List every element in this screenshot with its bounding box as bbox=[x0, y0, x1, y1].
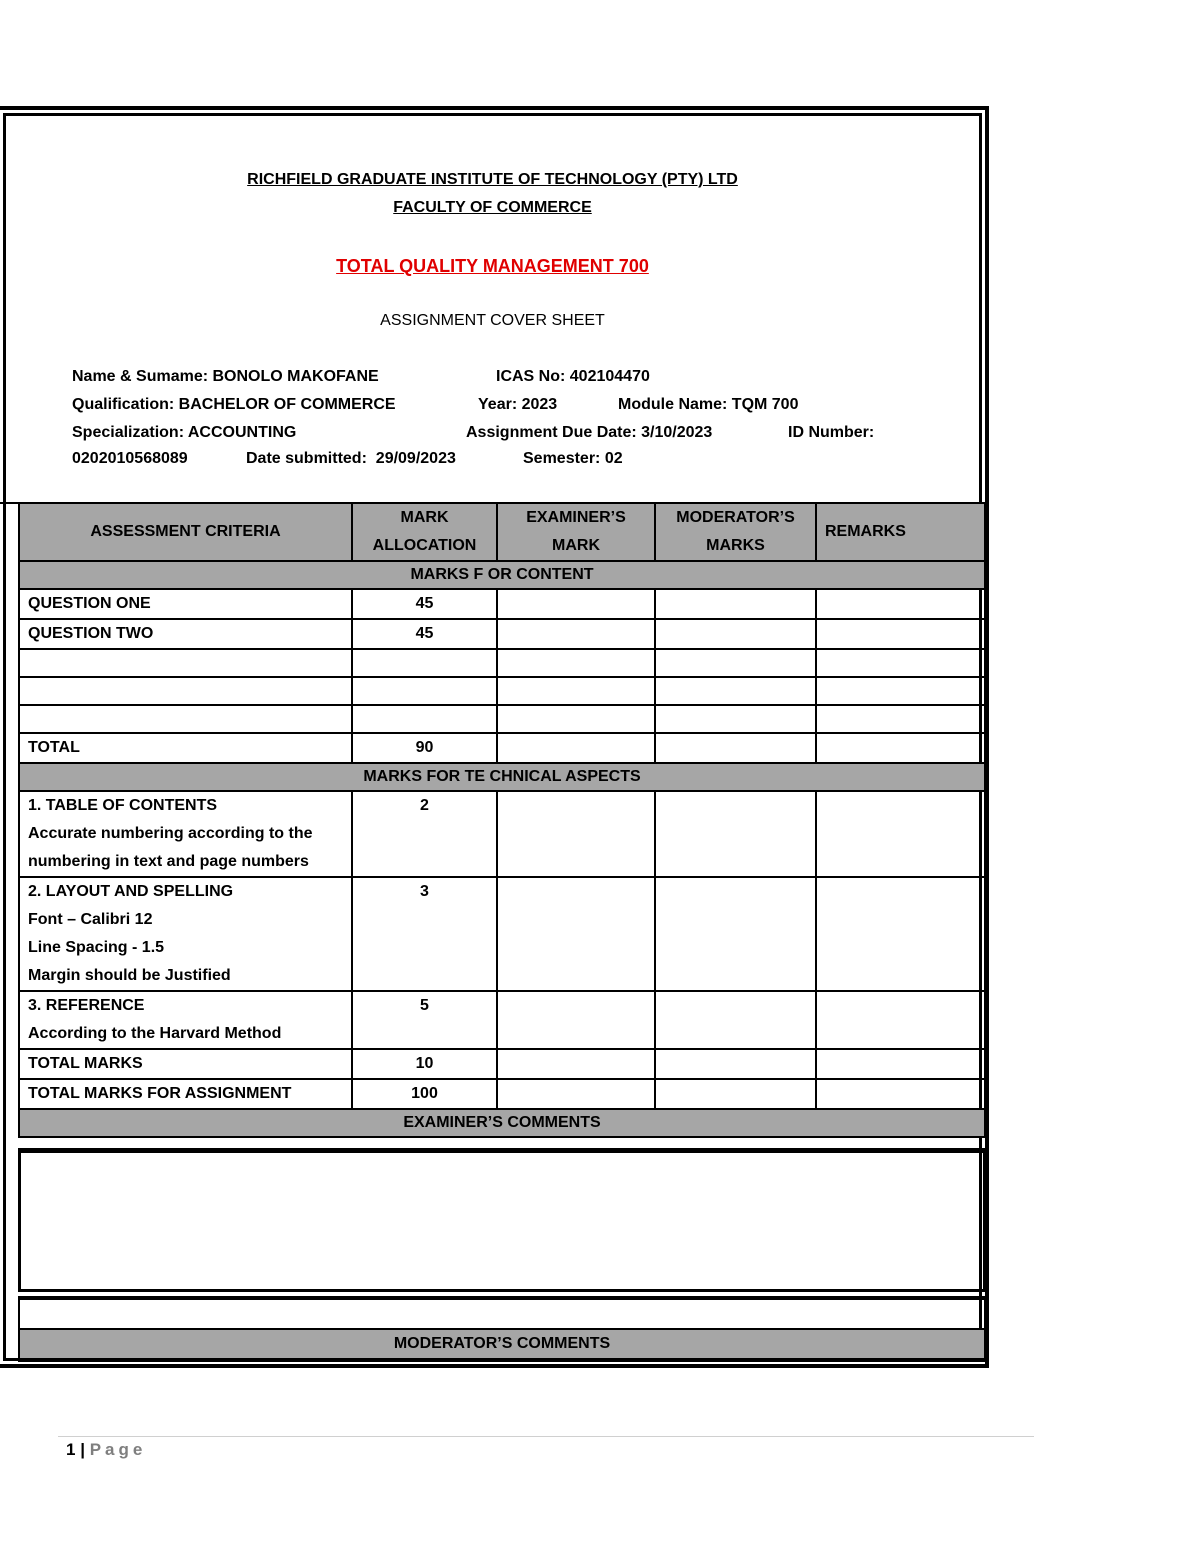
mark-allocation-cell: 5 bbox=[352, 991, 497, 1049]
header-moderators-marks-line1: MODERATOR’S bbox=[676, 509, 795, 526]
examiner-mark-cell[interactable] bbox=[497, 1049, 655, 1079]
header-remarks: REMARKS bbox=[816, 503, 985, 561]
criteria-detail: According to the Harvard Method bbox=[28, 1025, 282, 1042]
header-mark-allocation bbox=[352, 503, 497, 561]
remarks-cell[interactable] bbox=[816, 619, 985, 649]
examiner-mark-cell[interactable] bbox=[497, 589, 655, 619]
assignment-total-row bbox=[19, 1079, 985, 1109]
examiner-mark-cell[interactable] bbox=[497, 791, 655, 877]
icas-number: ICAS No: 402104470 bbox=[496, 368, 650, 385]
criteria-cell[interactable] bbox=[19, 677, 352, 705]
remarks-cell[interactable] bbox=[816, 991, 985, 1049]
examiner-comments-heading: EXAMINER’S COMMENTS bbox=[19, 1109, 985, 1137]
faculty-name: FACULTY OF COMMERCE bbox=[393, 199, 592, 216]
moderator-mark-cell[interactable] bbox=[655, 991, 816, 1049]
table-row bbox=[19, 619, 985, 649]
empty-row bbox=[19, 677, 985, 705]
criteria-cell: TOTAL MARKS bbox=[19, 1049, 352, 1079]
header-assessment-criteria: ASSESSMENT CRITERIA bbox=[19, 503, 352, 561]
moderator-mark-cell[interactable] bbox=[655, 677, 816, 705]
moderator-mark-cell[interactable] bbox=[655, 705, 816, 733]
criteria-cell: QUESTION TWO bbox=[19, 619, 352, 649]
examiner-mark-cell[interactable] bbox=[497, 649, 655, 677]
header-moderators-marks bbox=[655, 503, 816, 561]
module-name: Module Name: TQM 700 bbox=[618, 396, 799, 413]
assessment-table bbox=[18, 502, 986, 1138]
divider-line bbox=[0, 502, 18, 504]
header-mark-allocation-line1: MARK bbox=[400, 509, 449, 526]
section-marks-for-technical-aspects: MARKS FOR TE CHNICAL ASPECTS bbox=[19, 763, 985, 791]
section-marks-for-content: MARKS F OR CONTENT bbox=[19, 561, 985, 589]
mark-allocation-cell: 10 bbox=[352, 1049, 497, 1079]
remarks-cell[interactable] bbox=[816, 1079, 985, 1109]
criteria-cell[interactable] bbox=[19, 649, 352, 677]
remarks-cell[interactable] bbox=[816, 649, 985, 677]
page-footer bbox=[66, 1440, 146, 1460]
table-row bbox=[19, 791, 985, 877]
mark-allocation-cell: 90 bbox=[352, 733, 497, 763]
moderator-mark-cell[interactable] bbox=[655, 649, 816, 677]
criteria-cell: TOTAL MARKS FOR ASSIGNMENT bbox=[19, 1079, 352, 1109]
header-examiners-mark-line2: MARK bbox=[552, 537, 600, 554]
examiner-comments-box[interactable] bbox=[18, 1148, 986, 1292]
mark-allocation-cell: 45 bbox=[352, 619, 497, 649]
criteria-detail: Accurate numbering according to the bbox=[28, 825, 313, 842]
mark-allocation-cell[interactable] bbox=[352, 677, 497, 705]
page-word: Page bbox=[89, 1440, 147, 1459]
sheet-title: ASSIGNMENT COVER SHEET bbox=[380, 312, 605, 329]
moderator-mark-cell[interactable] bbox=[655, 1079, 816, 1109]
page-number: 1 bbox=[66, 1440, 76, 1459]
criteria-cell bbox=[19, 877, 352, 991]
examiner-mark-cell[interactable] bbox=[497, 677, 655, 705]
moderator-mark-cell[interactable] bbox=[655, 589, 816, 619]
due-date: Assignment Due Date: 3/10/2023 bbox=[466, 424, 713, 441]
table-row bbox=[19, 877, 985, 991]
examiner-mark-cell[interactable] bbox=[497, 619, 655, 649]
moderator-mark-cell[interactable] bbox=[655, 733, 816, 763]
criteria-cell[interactable] bbox=[19, 705, 352, 733]
mark-allocation-cell: 2 bbox=[352, 791, 497, 877]
mark-allocation-cell: 100 bbox=[352, 1079, 497, 1109]
section-row-technical bbox=[19, 763, 985, 791]
mark-allocation-cell: 45 bbox=[352, 589, 497, 619]
table-row bbox=[19, 991, 985, 1049]
criteria-title: 3. REFERENCE bbox=[28, 997, 145, 1014]
content-total-row bbox=[19, 733, 985, 763]
header-mark-allocation-line2: ALLOCATION bbox=[372, 537, 477, 554]
table-row bbox=[19, 589, 985, 619]
examiner-mark-cell[interactable] bbox=[497, 705, 655, 733]
course-title: TOTAL QUALITY MANAGEMENT 700 bbox=[336, 256, 649, 276]
criteria-cell bbox=[19, 991, 352, 1049]
blank-row[interactable] bbox=[18, 1296, 986, 1330]
empty-row bbox=[19, 705, 985, 733]
remarks-cell[interactable] bbox=[816, 733, 985, 763]
moderator-mark-cell[interactable] bbox=[655, 791, 816, 877]
specialization: Specialization: ACCOUNTING bbox=[72, 424, 297, 441]
qualification: Qualification: BACHELOR OF COMMERCE bbox=[72, 396, 396, 413]
moderator-mark-cell[interactable] bbox=[655, 619, 816, 649]
examiner-mark-cell[interactable] bbox=[497, 991, 655, 1049]
remarks-cell[interactable] bbox=[816, 705, 985, 733]
remarks-cell[interactable] bbox=[816, 877, 985, 991]
moderator-comments-heading: MODERATOR’S COMMENTS bbox=[18, 1328, 986, 1362]
moderator-mark-cell[interactable] bbox=[655, 877, 816, 991]
criteria-cell: QUESTION ONE bbox=[19, 589, 352, 619]
examiner-mark-cell[interactable] bbox=[497, 733, 655, 763]
criteria-detail: Line Spacing - 1.5 bbox=[28, 939, 165, 956]
examiner-mark-cell[interactable] bbox=[497, 1079, 655, 1109]
moderator-mark-cell[interactable] bbox=[655, 1049, 816, 1079]
remarks-cell[interactable] bbox=[816, 589, 985, 619]
institute-name: RICHFIELD GRADUATE INSTITUTE OF TECHNOLOGY (PTY) LTD bbox=[247, 171, 738, 188]
empty-row bbox=[19, 649, 985, 677]
student-name: Name & Sumame: BONOLO MAKOFANE bbox=[72, 368, 379, 385]
criteria-title: 1. TABLE OF CONTENTS bbox=[28, 797, 218, 814]
remarks-cell[interactable] bbox=[816, 677, 985, 705]
remarks-cell[interactable] bbox=[816, 1049, 985, 1079]
criteria-detail: Font – Calibri 12 bbox=[28, 911, 153, 928]
criteria-detail: numbering in text and page numbers bbox=[28, 853, 309, 870]
criteria-detail: Margin should be Justified bbox=[28, 967, 231, 984]
examiner-mark-cell[interactable] bbox=[497, 877, 655, 991]
criteria-cell: TOTAL bbox=[19, 733, 352, 763]
page-separator: | bbox=[80, 1440, 85, 1459]
semester: Semester: 02 bbox=[523, 450, 623, 467]
footer-divider bbox=[58, 1436, 1034, 1437]
header-moderators-marks-line2: MARKS bbox=[706, 537, 765, 554]
id-number-value: 0202010568089 bbox=[72, 450, 188, 467]
header-examiners-mark-line1: EXAMINER’S bbox=[526, 509, 626, 526]
mark-allocation-cell: 3 bbox=[352, 877, 497, 991]
year: Year: 2023 bbox=[478, 396, 558, 413]
date-submitted: Date submitted: 29/09/2023 bbox=[246, 450, 456, 467]
id-number-label: ID Number: bbox=[788, 424, 875, 441]
technical-total-row bbox=[19, 1049, 985, 1079]
mark-allocation-cell[interactable] bbox=[352, 649, 497, 677]
criteria-cell bbox=[19, 791, 352, 877]
header-examiners-mark bbox=[497, 503, 655, 561]
remarks-cell[interactable] bbox=[816, 791, 985, 877]
criteria-title: 2. LAYOUT AND SPELLING bbox=[28, 883, 234, 900]
mark-allocation-cell[interactable] bbox=[352, 705, 497, 733]
section-row-content bbox=[19, 561, 985, 589]
section-row-examiner-comments bbox=[19, 1109, 985, 1137]
table-header-row bbox=[19, 503, 985, 561]
